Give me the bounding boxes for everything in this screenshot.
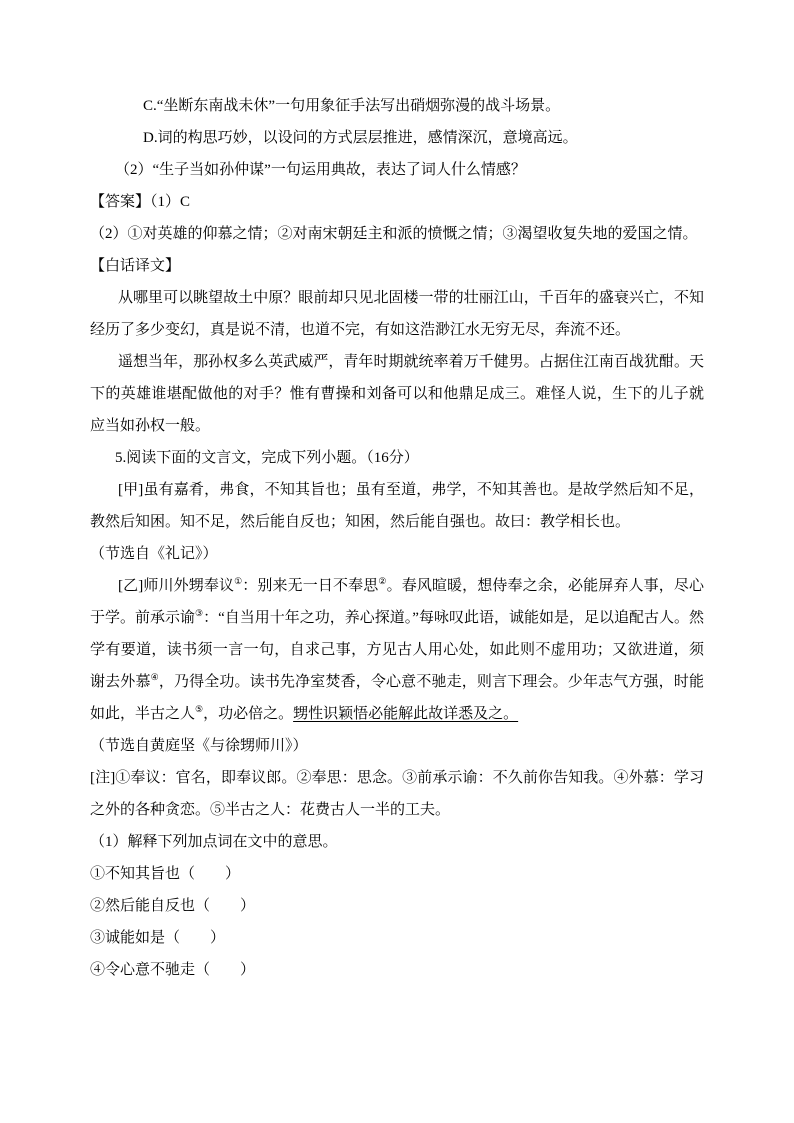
- answer-line-1: 【答案】（1）C: [90, 194, 191, 210]
- answer-line-2: （2）①对英雄的仰慕之情；②对南宋朝廷主和派的愤慨之情；③渴望收复失地的爱国之情。: [90, 226, 698, 242]
- passage-yi-segment-6: ，功必倍之。: [203, 706, 294, 722]
- passage-yi-segment-5: ，乃得全功。读书先净室焚香，令心意不驰走，则言下理会。少年志气方强，时能如此，半古之人: [90, 674, 704, 722]
- passage-yi-segment-1: [乙]师川外甥奉议: [118, 578, 235, 594]
- passage-yi-segment-2: ：别来无一日不奉思: [242, 578, 379, 594]
- passage-yi-segment-4: ：“自当用十年之功，养心探道。”每咏叹此语，诚能如是，足以追配古人。然学有要道，读书须一言一句，自求己事，方见古人用心处，如此则不虚用功；又欲进道，须谢去外慕: [90, 610, 704, 690]
- source-yi: （节选自黄庭坚《与徐甥师川》）: [90, 738, 308, 754]
- note-marker-2: ②: [378, 576, 387, 586]
- note-marker-4: ④: [150, 672, 159, 682]
- translation-paragraph-1: 从哪里可以眺望故土中原？眼前却只见北固楼一带的壮丽江山，千百年的盛衰兴亡，不知经历了多少变幻，真是说不清，也道不完，有如这浩渺江水无穷无尽，奔流不还。: [90, 290, 704, 338]
- note-marker-3: ③: [195, 608, 204, 618]
- option-d: D.词的构思巧妙，以设问的方式层层推进，感情深沉，意境高远。: [143, 130, 578, 146]
- question-4-sub-question-2: （2）“生子当如孙仲谋”一句运用典故，表达了词人什么情感？: [115, 162, 526, 178]
- passage-yi-underlined-sentence: 甥性识颖悟必能解此故详悉及之。: [293, 706, 519, 722]
- option-c: C.“坐断东南战未休”一句用象征手法写出硝烟弥漫的战斗场景。: [143, 98, 561, 114]
- translation-paragraph-2: 遥想当年，那孙权多么英武威严，青年时期就统率着万千健男。占据住江南百战犹酣。天下的英雄谁堪配做他的对手？惟有曹操和刘备可以和他鼎足成三。难怪人说，生下的儿子就应当如孙权一般。: [90, 354, 704, 434]
- blank-item-2: ②然后能自反也（ ）: [90, 898, 256, 914]
- note-marker-5: ⑤: [195, 704, 204, 714]
- blank-item-3: ③诚能如是（ ）: [90, 930, 226, 946]
- blank-item-1: ①不知其旨也（ ）: [90, 866, 241, 882]
- passage-notes: [注]①奉议：官名，即奉议郎。②奉思：思念。③前承示谕：不久前你告知我。④外慕：学习之外的各种贪恋。⑤半古之人：花费古人一半的工夫。: [90, 770, 704, 818]
- translation-header: 【白话译文】: [90, 258, 181, 274]
- passage-yi-segment-3: 。春风暄暖，想侍奉之余，必能屏弃人事，尽心于学。前承示谕: [90, 578, 704, 626]
- sub-question-1-stem: （1）解释下列加点词在文中的意思。: [90, 834, 338, 850]
- passage-yi: [90, 570, 704, 730]
- note-marker-1: ①: [234, 576, 243, 586]
- passage-jia: [甲]虽有嘉肴，弗食，不知其旨也；虽有至道，弗学，不知其善也。是故学然后知不足，教然后知困。知不足，然后能自反也；知困，然后能自强也。故曰：教学相长也。: [90, 482, 704, 530]
- question-5-stem: 5.阅读下面的文言文，完成下列小题。（16分）: [115, 450, 419, 466]
- blank-item-4: ④令心意不驰走（ ）: [90, 962, 256, 978]
- source-jia: （节选自《礼记》）: [90, 546, 218, 562]
